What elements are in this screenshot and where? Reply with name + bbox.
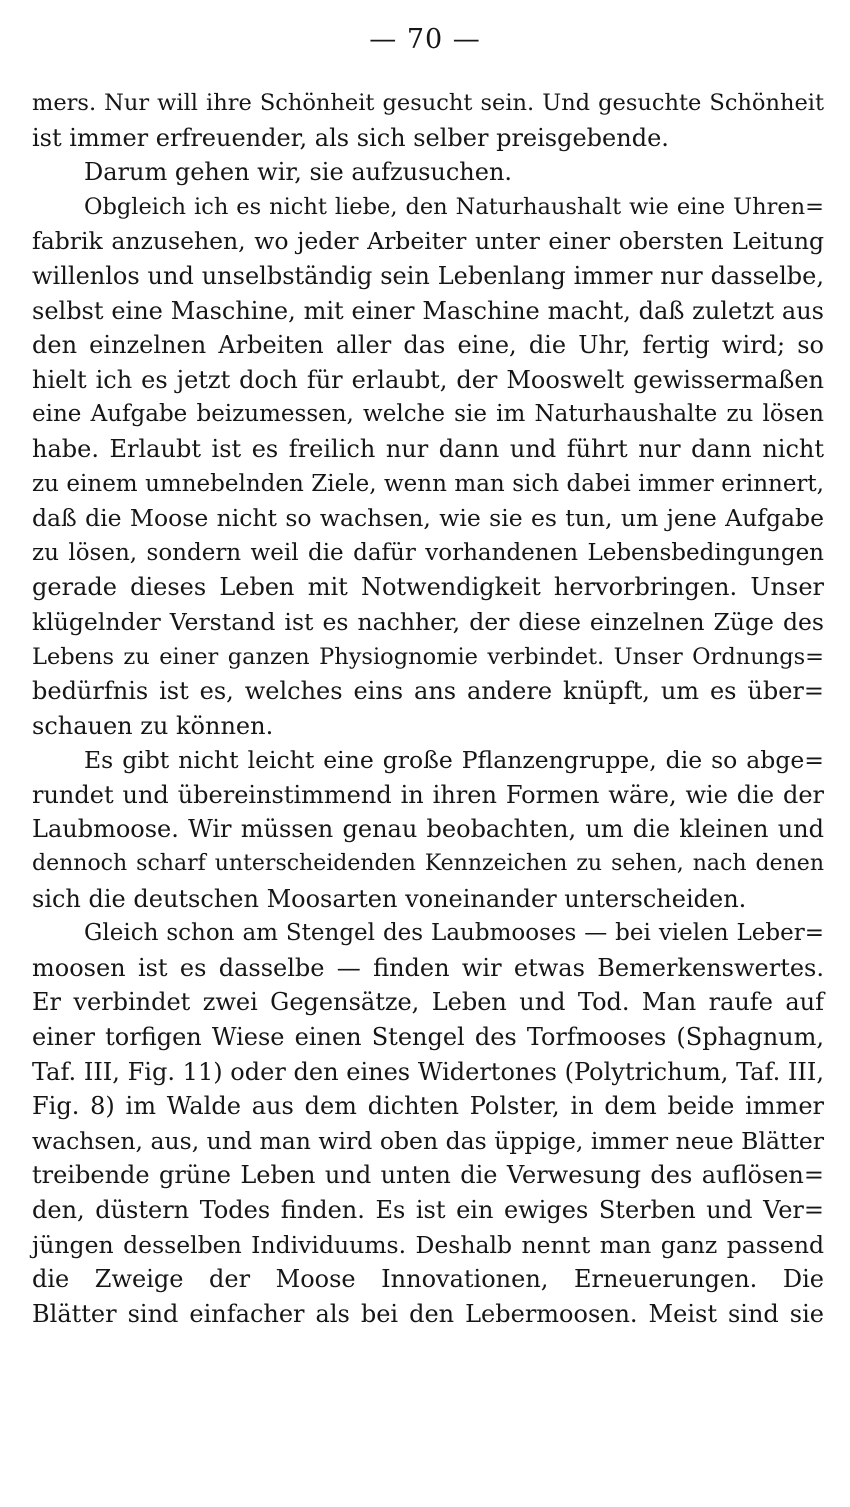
text-line: ist immer erfreuender, als sich selber preisgebende. [32, 123, 669, 152]
text-line: mers. Nur will ihre Schönheit gesucht sein. Und gesuchte Schönheit [32, 90, 824, 116]
text-line: Lebens zu einer ganzen Physiognomie verbindet. Unser Ordnungs= [32, 643, 824, 670]
text-line: dennoch scharf unterscheidenden Kennzeichen zu sehen, nach denen [32, 851, 824, 877]
text-line: Obgleich ich es nicht liebe, den Naturhaushalt wie eine Uhren= [84, 193, 824, 220]
text-line: Blätter sind einfacher als bei den Lebermoosen. Meist sind sie [32, 1299, 824, 1328]
text-line: Es gibt nicht leicht eine große Pflanzengruppe, die so abge= [84, 746, 824, 775]
text-line: sich die deutschen Moosarten voneinander unterscheiden. [32, 884, 747, 913]
text-line: Taf. III, Fig. 11) oder den eines Widertones (Polytrichum, Taf. III, [32, 1057, 824, 1086]
text-line: schauen zu können. [32, 711, 274, 740]
text-line: Er verbindet zwei Gegensätze, Leben und Tod. Man raufe auf [32, 988, 824, 1017]
text-line: selbst eine Maschine, mit einer Maschine macht, daß zuletzt aus [32, 296, 824, 325]
text-line: daß die Moose nicht so wachsen, wie sie es tun, um jene Aufgabe [32, 504, 824, 533]
text-line: Darum gehen wir, sie aufzusuchen. [84, 158, 513, 187]
text-line: jüngen desselben Individuums. Deshalb nennt man ganz passend [32, 1230, 824, 1259]
text-line: wachsen, aus, und man wird oben das üppige, immer neue Blätter [32, 1126, 824, 1155]
text-line: treibende grüne Leben und unten die Verwesung des auflösen= [32, 1161, 824, 1190]
text-line: gerade dieses Leben mit Notwendigkeit hervorbringen. Unser [32, 573, 824, 602]
text-line: einer torfigen Wiese einen Stengel des Torfmooses (Sphagnum, [32, 1023, 824, 1052]
text-line: klügelnder Verstand ist es nachher, der diese einzelnen Züge des [32, 607, 824, 636]
text-line: Gleich schon am Stengel des Laubmooses — bei vielen Leber= [84, 920, 824, 947]
text-line: die Zweige der Moose Innovationen, Erneuerungen. Die [32, 1265, 824, 1294]
text-line: Fig. 8) im Walde aus dem dichten Polster, in dem beide immer [32, 1092, 824, 1121]
text-line: zu lösen, sondern weil die dafür vorhandenen Lebensbedingungen [32, 539, 824, 566]
body-text [32, 86, 824, 1331]
text-line: rundet und übereinstimmend in ihren Formen wäre, wie die der [32, 780, 824, 809]
text-line: hielt ich es jetzt doch für erlaubt, der Mooswelt gewissermaßen [32, 365, 824, 394]
text-line: fabrik anzusehen, wo jeder Arbeiter unter einer obersten Leitung [32, 227, 824, 256]
page-number: — 70 — [369, 24, 481, 55]
text-line: den einzelnen Arbeiten aller das eine, die Uhr, fertig wird; so [32, 331, 824, 360]
text-line: bedürfnis ist es, welches eins ans andere knüpft, um es über= [32, 677, 824, 706]
text-line: Laubmoose. Wir müssen genau beobachten, um die kleinen und [32, 815, 824, 844]
text-line: zu einem umnebelnden Ziele, wenn man sich dabei immer erinnert, [32, 470, 824, 497]
text-line: eine Aufgabe beizumessen, welche sie im Naturhaushalte zu lösen [32, 401, 824, 428]
text-line: willenlos und unselbständig sein Lebenlang immer nur dasselbe, [32, 261, 824, 290]
text-line: moosen ist es dasselbe — finden wir etwas Bemerkenswertes. [32, 953, 824, 982]
text-line: den, düstern Todes finden. Es ist ein ewiges Sterben und Ver= [32, 1196, 824, 1224]
text-line: habe. Erlaubt ist es freilich nur dann und führt nur dann nicht [32, 434, 824, 463]
